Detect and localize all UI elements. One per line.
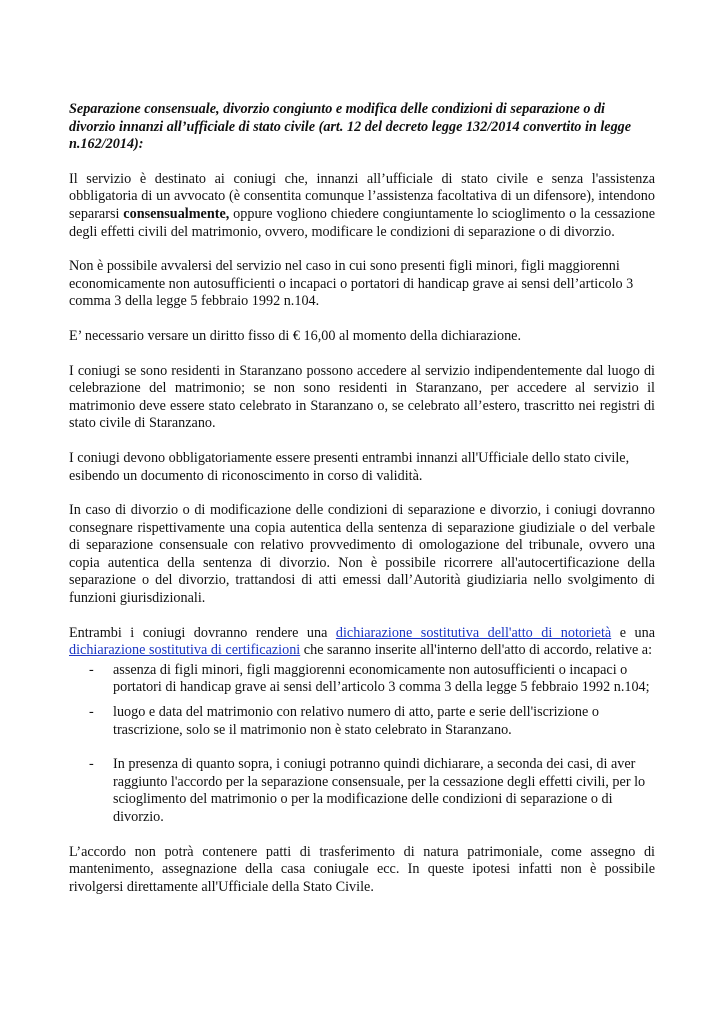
list-dash: - — [89, 756, 94, 773]
paragraph-residence: I coniugi se sono residenti in Staranzano possono accedere al servizio indipendentemente dal luogo di celebrazione del matrimonio; se non sono residenti in Staranzano, per accedere al servizio il matrimonio deve essere stato celebrato in Staranzano o, se celebrato all’estero, trascritto nei registri di stato civile di Staranzano. — [69, 362, 655, 432]
p7-text-after: che saranno inserite all'interno dell'atto di accordo, relative a: — [300, 642, 653, 659]
list-dash: - — [89, 704, 94, 721]
p1-text-after: oppure vogliono chiedere congiuntamente lo scioglimento o la cessazione degli effetti civili del matrimonio, ovvero, modificare le condizioni di separazione o di divorzio. — [69, 205, 655, 240]
list-item-text: In presenza di quanto sopra, i coniugi potranno quindi dichiarare, a seconda dei casi, di aver raggiunto l'accordo per la separazione consensuale, per la cessazione degli effetti civili, per lo scioglimento del matrimonio o per la modificazione delle condizioni di separazione o di divorzio. — [113, 756, 646, 825]
document-page — [69, 101, 655, 913]
list-item — [69, 704, 655, 739]
p7-text-before: Entrambi i coniugi dovranno rendere una — [69, 624, 336, 641]
document-title: Separazione consensuale, divorzio congiunto e modifica delle condizioni di separazione o di divorzio innanzi all’ufficiale di stato civile (art. 12 del decreto legge 132/2014 convertito in legge n.162/2014): — [69, 101, 632, 153]
paragraph-service-description — [69, 171, 655, 241]
p7-text-mid: e una — [611, 624, 655, 641]
paragraph-declarations — [69, 625, 655, 660]
list-dash: - — [89, 661, 94, 678]
p1-text-before: Il servizio è destinato ai coniugi che, innanzi all’ufficiale di stato civile e senza l'assistenza obbligatoria di un avvocato (è consentita comunque l’assistenza facoltativa di un difensore), intendono separarsi — [69, 170, 655, 222]
link-dichiarazione-notorieta[interactable]: dichiarazione sostitutiva dell'atto di notorietà — [335, 624, 612, 641]
link-dichiarazione-certificazioni[interactable]: dichiarazione sostitutiva di certificazioni — [69, 642, 301, 659]
list-item — [69, 662, 655, 697]
list-item-text: luogo e data del matrimonio con relativo numero di atto, parte e serie dell'iscrizione o trascrizione, solo se il matrimonio non è stato celebrato in Staranzano. — [113, 704, 599, 738]
list-item — [69, 756, 655, 826]
paragraph-presence: I coniugi devono obbligatoriamente essere presenti entrambi innanzi all'Ufficiale dello stato civile, esibendo un documento di riconoscimento in corso di validità. — [69, 449, 630, 484]
declarations-list — [69, 662, 655, 827]
paragraph-fee: E’ necessario versare un diritto fisso di € 16,00 al momento della dichiarazione. — [69, 327, 522, 344]
paragraph-agreement-limits: L’accordo non potrà contenere patti di trasferimento di natura patrimoniale, come assegno di mantenimento, assegnazione della casa coniugale ecc. In queste ipotesi infatti non è possibile rivolgersi direttamente all'Ufficiale della Stato Civile. — [69, 843, 655, 895]
list-item-text: assenza di figli minori, figli maggiorenni economicamente non autosufficienti o incapaci o portatori di handicap grave ai sensi dell’articolo 3 comma 3 della legge 5 febbraio 1992 n.104; — [113, 661, 650, 696]
paragraph-exclusions: Non è possibile avvalersi del servizio nel caso in cui sono presenti figli minori, figli maggiorenni economicamente non autosufficienti o incapaci o portatori di handicap grave ai sensi dell’articolo 3 comma 3 della legge 5 febbraio 1992 n.104. — [69, 258, 634, 310]
p1-bold: consensualmente, — [123, 205, 230, 222]
paragraph-documents: In caso di divorzio o di modificazione delle condizioni di separazione e divorzio, i coniugi dovranno consegnare rispettivamente una copia autentica della sentenza di separazione giudiziale o del verbale di separazione consensuale con relativo provvedimento di omologazione del tribunale, ovvero una copia autentica della sentenza di divorzio. Non è possibile ricorrere all'autocertificazione della separazione o del divorzio, trattandosi di atti emessi dall’Autorità giudiziaria nello svolgimento di funzioni giurisdizionali. — [69, 502, 655, 607]
